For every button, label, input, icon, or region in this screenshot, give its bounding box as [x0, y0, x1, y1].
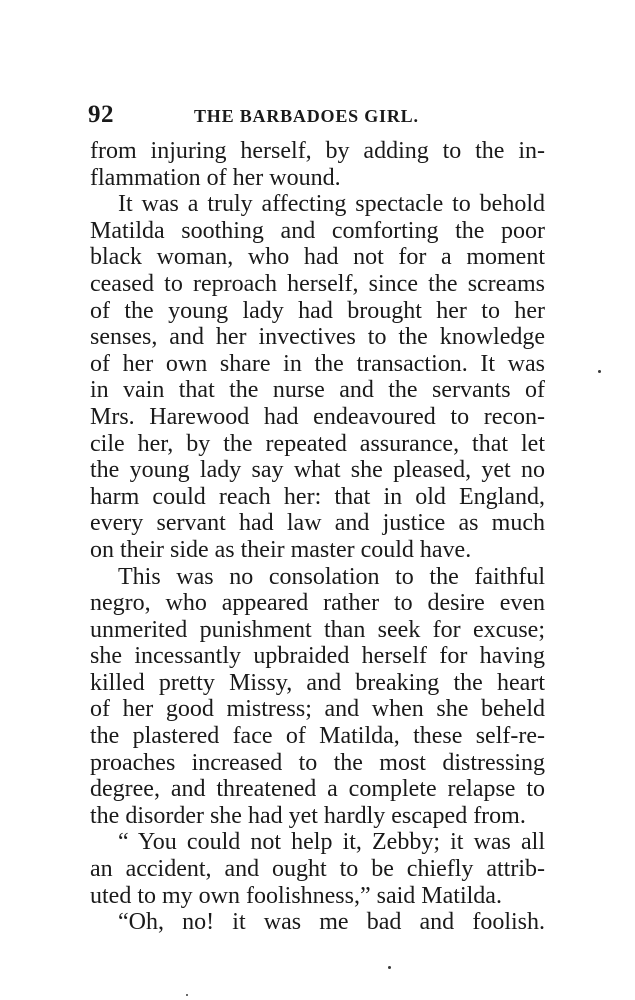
text-line: degree, and threatened a complete relapse to: [90, 776, 545, 803]
text-line: every servant had law and justice as much: [90, 510, 545, 537]
body-text: [90, 138, 545, 936]
text-line: killed pretty Missy, and breaking the heart: [90, 669, 545, 696]
text-line: from injuring herself, by adding to the in-: [90, 138, 545, 164]
text-line: black woman, who had not for a moment: [90, 244, 545, 271]
text-line: “Oh, no! it was me bad and foolish.: [118, 909, 545, 936]
print-speck: [388, 966, 391, 969]
text-line: uted to my own foolishness,” said Matilda.: [90, 882, 502, 909]
text-line: of her good mistress; and when she beheld: [90, 696, 545, 723]
text-line: ceased to reproach herself, since the screams: [90, 270, 545, 297]
text-line: cile her, by the repeated assurance, that let: [90, 430, 545, 457]
text-line: she incessantly upbraided herself for having: [90, 643, 545, 670]
text-line: an accident, and ought to be chiefly attrib-: [90, 856, 545, 883]
text-line: Mrs. Harewood had endeavoured to recon-: [90, 403, 545, 430]
text-line: unmerited punishment than seek for excuse;: [90, 616, 545, 643]
text-line: Matilda soothing and comforting the poor: [90, 217, 545, 244]
text-line: of the young lady had brought her to her: [90, 297, 545, 324]
text-line: the disorder she had yet hardly escaped from.: [90, 802, 526, 829]
page-header: [88, 100, 548, 130]
text-line: senses, and her invectives to the knowledge: [90, 324, 545, 351]
text-line: flammation of her wound.: [90, 164, 341, 191]
running-title: THE BARBADOES GIRL.: [194, 106, 419, 126]
text-line: This was no consolation to the faithful: [118, 563, 545, 590]
text-line: on their side as their master could have.: [90, 536, 472, 563]
text-line: of her own share in the transaction. It was: [90, 350, 545, 377]
print-speck: [186, 994, 188, 996]
text-line: the plastered face of Matilda, these self-re-: [90, 723, 545, 750]
print-speck: [598, 370, 601, 373]
text-line: It was a truly affecting spectacle to behold: [118, 191, 545, 218]
text-line: negro, who appeared rather to desire even: [90, 590, 545, 617]
page-number: 92: [88, 101, 114, 128]
text-line: the young lady say what she pleased, yet no: [90, 457, 545, 484]
text-line: harm could reach her: that in old England,: [90, 483, 545, 510]
text-line: “ You could not help it, Zebby; it was all: [118, 829, 545, 856]
text-line: in vain that the nurse and the servants of: [90, 377, 545, 404]
text-line: proaches increased to the most distressing: [90, 749, 545, 776]
